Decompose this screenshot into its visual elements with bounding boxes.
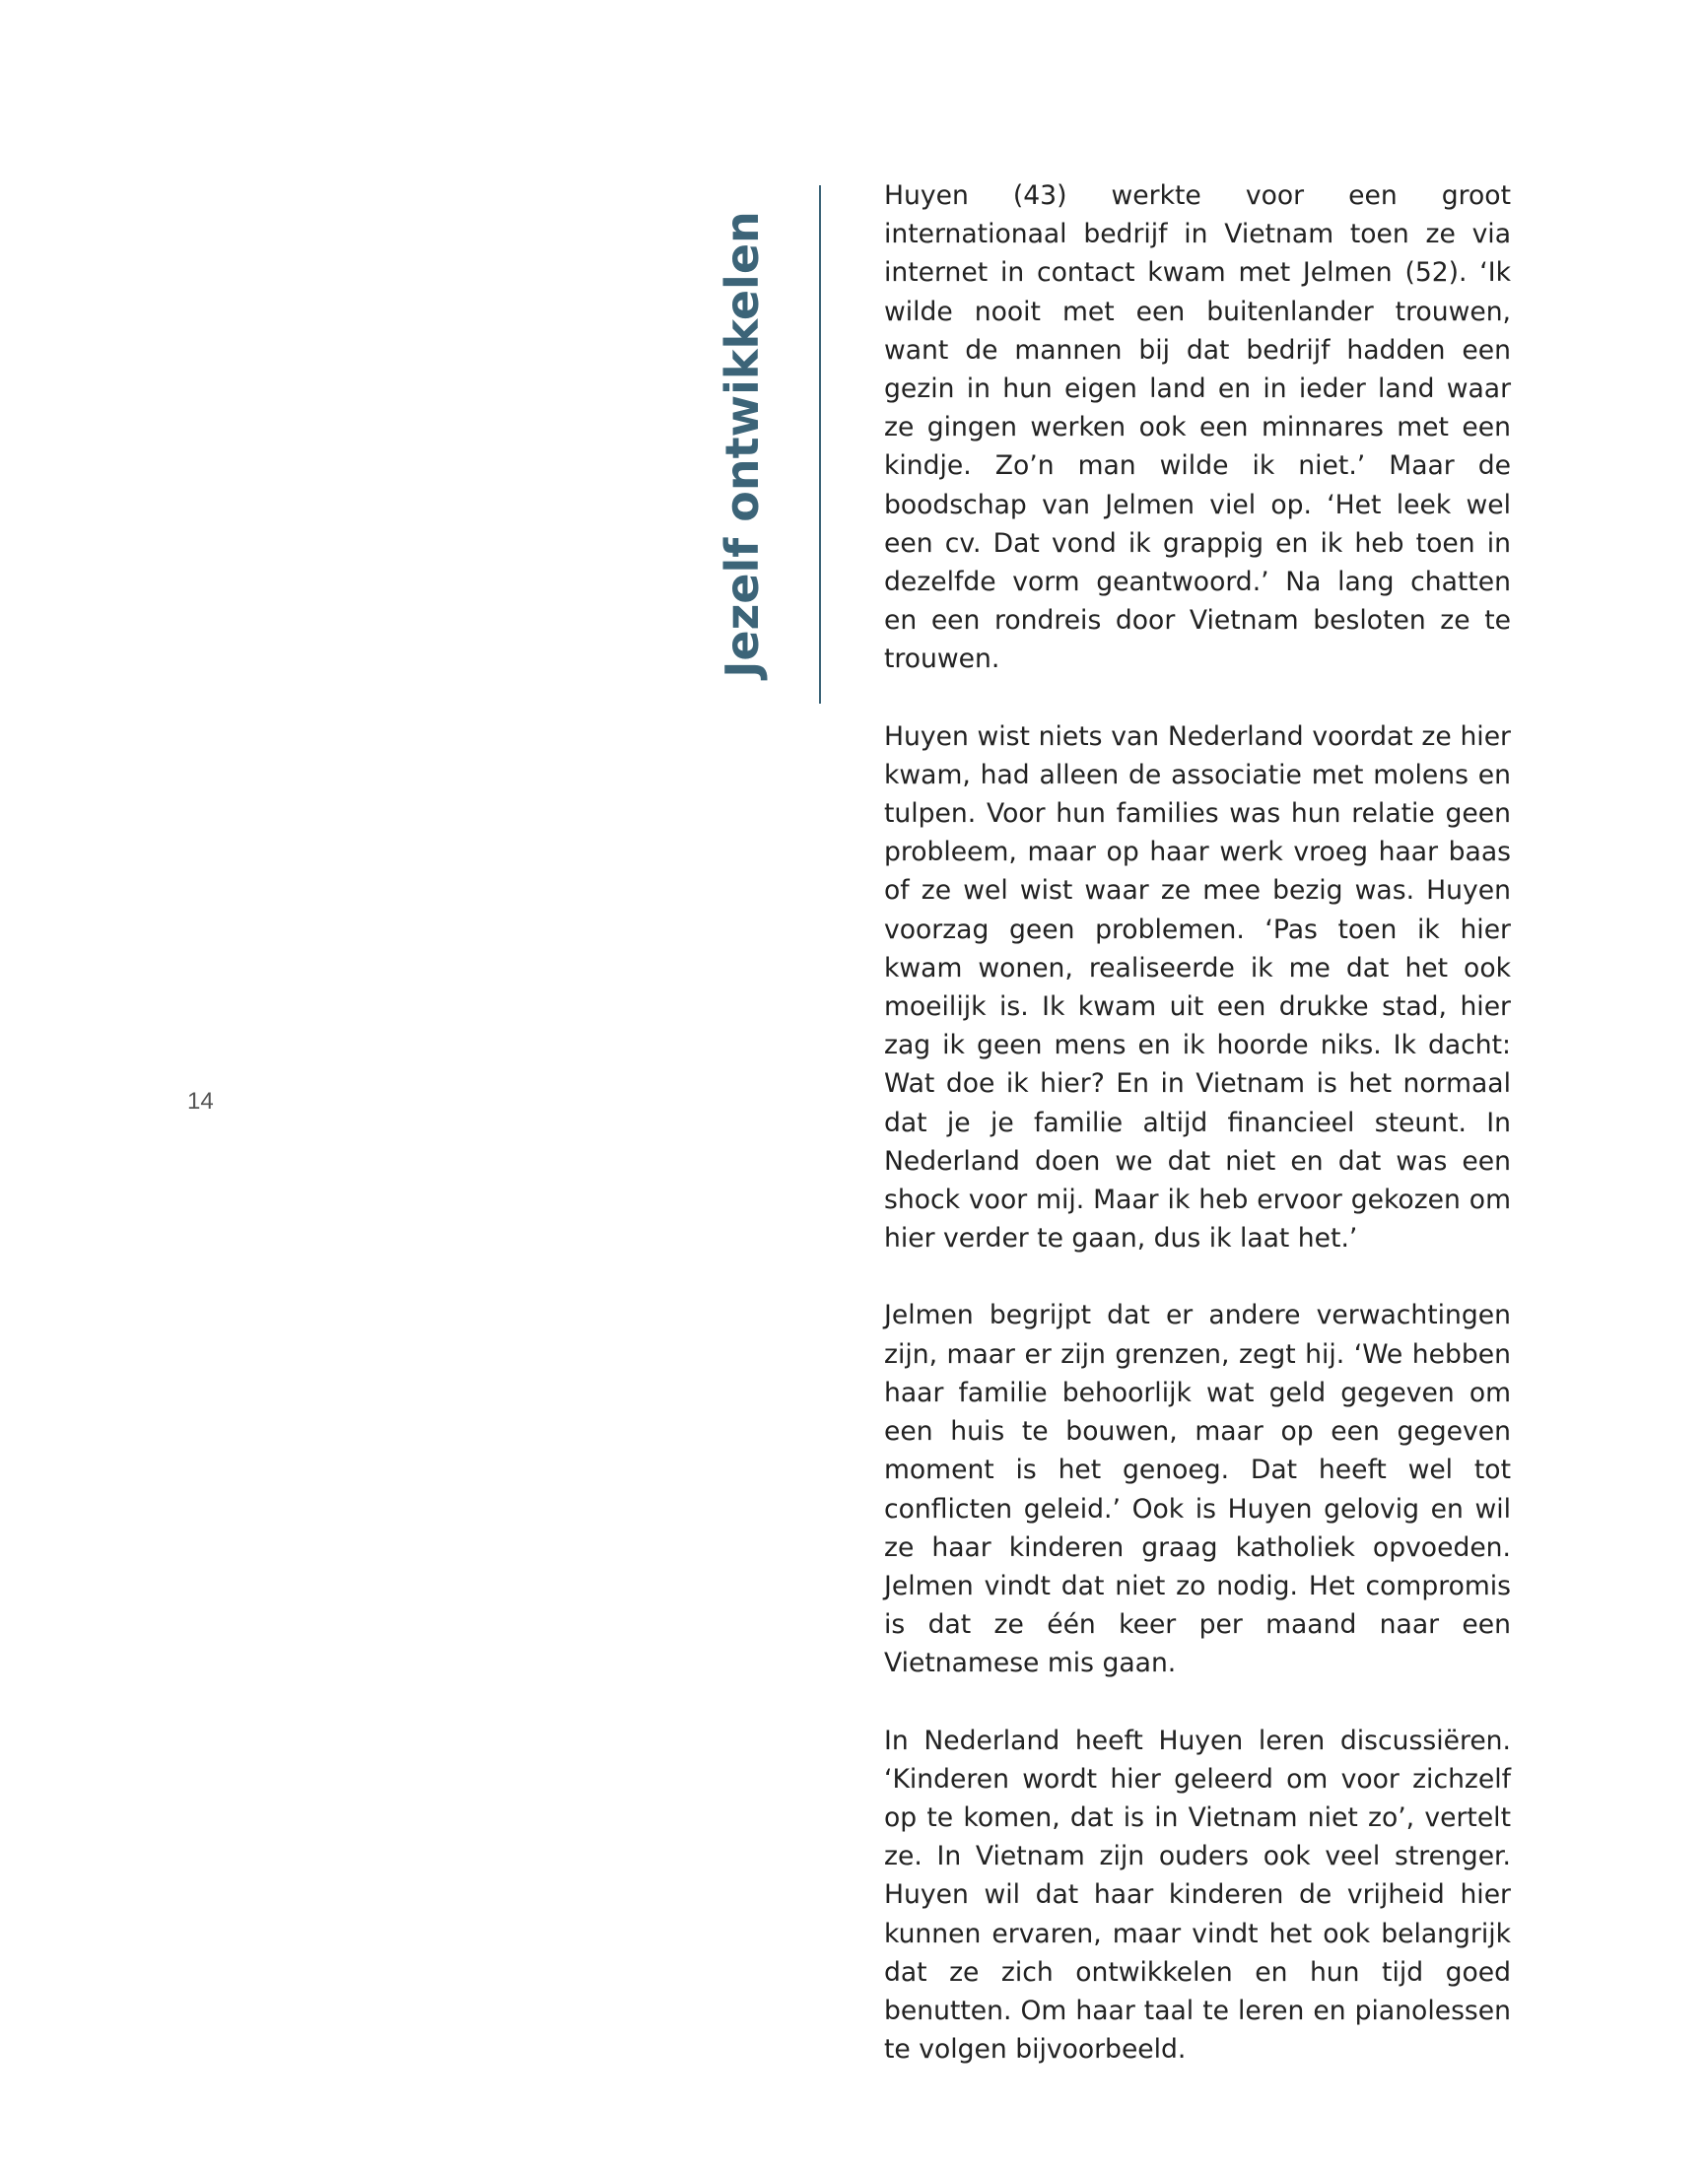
title-block (713, 185, 772, 704)
title-divider (819, 185, 821, 704)
article-body (884, 176, 1511, 2107)
paragraph-3: Jelmen begrijpt dat er andere verwachtingen zijn, maar er zijn grenzen, zegt hij. ‘We hebben haar familie behoorlijk wat geld gegeven om een huis te bouwen, maar op een gegeven moment is het genoeg. Dat heeft wel tot conflicten geleid.’ Ook is Huyen gelovig en wil ze haar kinderen graag katholiek opvoeden. Jelmen vindt dat niet zo nodig. Het compromis is dat ze één keer per maand naar een Vietnamese mis gaan. (884, 1300, 1511, 1679)
paragraph-1: Huyen (43) werkte voor een groot internationaal bedrijf in Vietnam toen ze via internet in contact kwam met Jelmen (52). ‘Ik wilde nooit met een buitenlander trouwen, want de mannen bij dat bedrijf hadden een gezin in hun eigen land en in ieder land waar ze gingen werken ook een minnares met een kindje. Zo’n man wilde ik niet.’ Maar de boodschap van Jelmen viel op. ‘Het leek wel een cv. Dat vond ik grappig en ik heb toen in dezelfde vorm geantwoord.’ Na lang chatten en een rondreis door Vietnam besloten ze te trouwen. (884, 180, 1511, 675)
paragraph-2: Huyen wist niets van Nederland voordat ze hier kwam, had alleen de associatie met molens en tulpen. Voor hun families was hun relatie geen probleem, maar op haar werk vroeg haar baas of ze wel wist waar ze mee bezig was. Huyen voorzag geen problemen. ‘Pas toen ik hier kwam wonen, realiseerde ik me dat het ook moeilijk is. Ik kwam uit een drukke stad, hier zag ik geen mens en ik hoorde niks. Ik dacht: Wat doe ik hier? En in Vietnam is het normaal dat je je familie altijd financieel steunt. In Nederland doen we dat niet en dat was een shock voor mij. Maar ik heb ervoor gekozen om hier verder te gaan, dus ik laat het.’ (884, 720, 1511, 1255)
paragraph-4: In Nederland heeft Huyen leren discussiëren. ‘Kinderen wordt hier geleerd om voor zichzelf op te komen, dat is in Vietnam niet zo’, vertelt ze. In Vietnam zijn ouders ook veel strenger. Huyen wil dat haar kinderen de vrijheid hier kunnen ervaren, maar vindt het ook belangrijk dat ze zich ontwikkelen en hun tijd goed benutten. Om haar taal te leren en pianolessen te volgen bijvoorbeeld. (884, 1725, 1511, 2066)
page-number: 14 (187, 1088, 214, 1115)
section-title: Jezelf ontwikkelen (716, 211, 769, 678)
